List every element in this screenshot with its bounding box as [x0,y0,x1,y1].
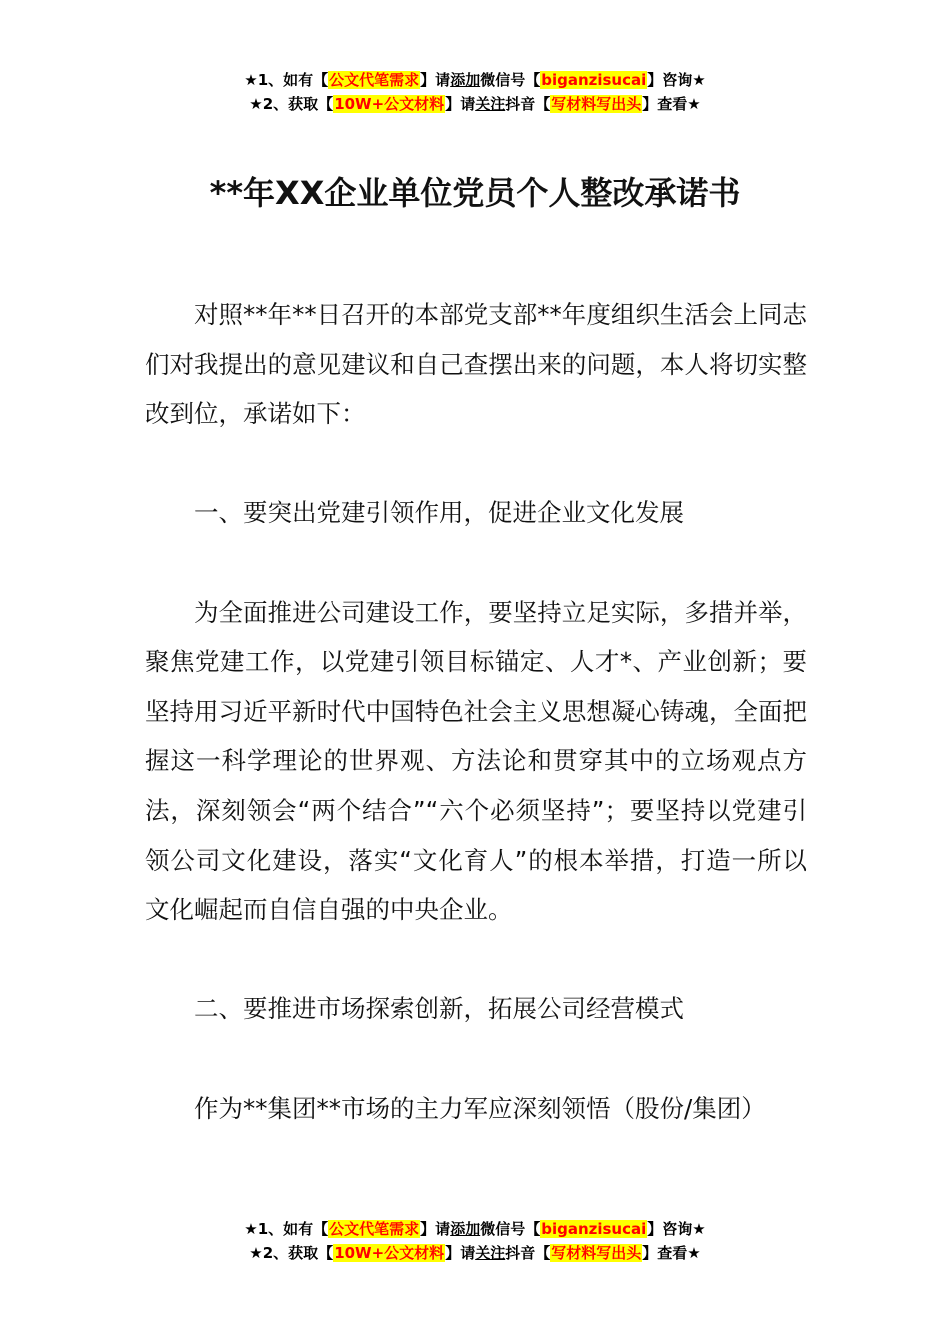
banner-underlined-text: 关注 [475,1244,506,1262]
banner-text: 】请 [420,1220,451,1238]
footer-banner-line-2 [0,1241,950,1265]
banner-text: 】请 [420,71,451,89]
banner-highlight-douyin-id: 写材料写出头 [551,1244,642,1262]
banner-text: ★1、如有【 [244,71,329,89]
banner-highlight-wechat-id: biganzisucai [541,71,647,89]
banner-text: 抖音【 [505,1244,551,1262]
section-paragraph-1: 为全面推进公司建设工作，要坚持立足实际，多措并举，聚焦党建工作，以党建引领目标锚定、人才*、产业创新；要坚持用习近平新时代中国特色社会主义思想凝心铸魂，全面把握这一科学理论的世界观、方法论和贯穿其中的立场观点方法，深刻领会“两个结合”“六个必须坚持”；要坚持以党建引领公司文化建设，落实“文化育人”的根本举措，打造一所以文化崛起而自信自强的中央企业。 [145,597,807,925]
document-title: **年XX企业单位党员个人整改承诺书 [209,174,741,213]
banner-highlight: 10W+公文材料 [334,1244,445,1262]
banner-highlight: 公文代笔需求 [329,71,420,89]
section-heading-1: 一、要突出党建引领作用，促进企业文化发展 [194,498,684,528]
banner-text: 微信号【 [480,1220,541,1238]
banner-underlined-text: 关注 [475,95,506,113]
banner-highlight: 公文代笔需求 [329,1220,420,1238]
banner-underlined-text: 添加 [450,1220,481,1238]
banner-highlight: 10W+公文材料 [334,95,445,113]
intro-paragraph: 对照**年**日召开的本部党支部**年度组织生活会上同志们对我提出的意见建议和自己查摆出来的问题，本人将切实整改到位，承诺如下： [145,300,807,429]
header-banner [0,68,950,116]
banner-highlight-douyin-id: 写材料写出头 [551,95,642,113]
header-banner-line-2 [0,92,950,116]
header-banner-line-1 [0,68,950,92]
banner-highlight-wechat-id: biganzisucai [541,1220,647,1238]
banner-text: 抖音【 [505,95,551,113]
banner-text: 】请 [445,95,476,113]
banner-text: 】查看★ [642,1244,701,1262]
footer-banner-line-1 [0,1217,950,1241]
banner-text: 】咨询★ [647,71,706,89]
banner-text: 】咨询★ [647,1220,706,1238]
section-paragraph-2: 作为**集团**市场的主力军应深刻领悟（股份/集团） [194,1093,766,1123]
banner-text: ★2、获取【 [249,95,334,113]
banner-text: ★1、如有【 [244,1220,329,1238]
banner-text: 】请 [445,1244,476,1262]
banner-underlined-text: 添加 [450,71,481,89]
banner-text: ★2、获取【 [249,1244,334,1262]
document-body [145,290,807,1133]
footer-banner [0,1217,950,1265]
banner-text: 微信号【 [480,71,541,89]
section-heading-2: 二、要推进市场探索创新，拓展公司经营模式 [194,994,684,1024]
banner-text: 】查看★ [642,95,701,113]
